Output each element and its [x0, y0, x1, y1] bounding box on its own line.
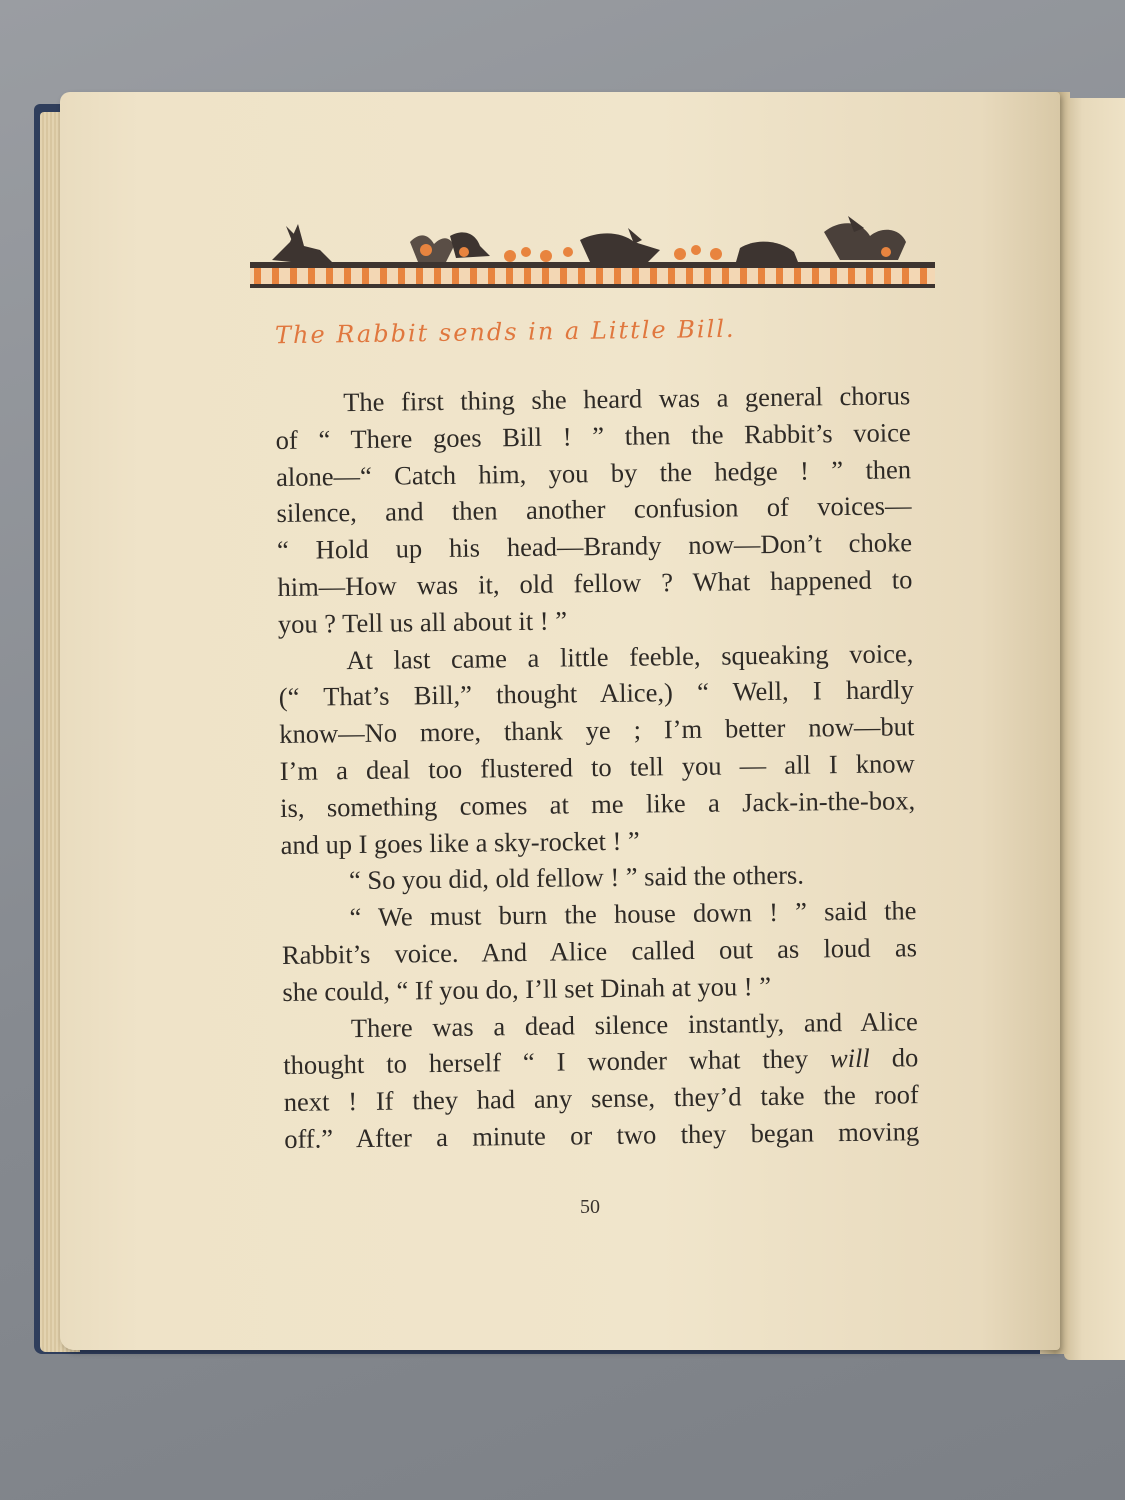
ornament-top-rule [250, 262, 935, 268]
ornament-bottom-rule [250, 284, 935, 288]
text-line: you ? Tell us all about it ! ” [277, 605, 568, 639]
text-line: There was a dead silence instantly, and Alice [350, 1005, 918, 1043]
text-line: know—No more, thank ye ; I’m better now—but [279, 711, 915, 750]
text-line: of “ There goes Bill ! ” then the Rabbit’s voice [275, 417, 911, 455]
text-line: At last came a little feeble, squeaking voice, [346, 637, 914, 675]
chapter-title: The Rabbit sends in a Little Bill. [274, 314, 736, 350]
text-line: next ! If they had any sense, they’d take the roof [283, 1079, 919, 1118]
ornamental-header-border [250, 206, 935, 292]
text-line: alone—“ Catch him, you by the hedge ! ” then [275, 453, 912, 492]
text-line: is, something comes at me like a Jack-in-the-box, [279, 784, 916, 823]
facing-page [1064, 98, 1125, 1360]
text-line: silence, and then another confusion of voices— [276, 490, 912, 529]
text-segment: thought to herself “ I wonder what they [283, 1043, 831, 1081]
text-line: she could, “ If you do, I’ll set Dinah at you ! ” [282, 970, 772, 1007]
text-line: off.” After a minute or two they began moving [284, 1116, 920, 1154]
text-segment: do [869, 1042, 919, 1074]
text-line: “ Hold up his head—Brandy now—Don’t choke [276, 527, 913, 566]
text-line: and up I goes like a sky-rocket ! ” [280, 825, 640, 860]
text-line: Rabbit’s voice. And Alice called out as loud as [281, 932, 918, 970]
text-line: The first thing she heard was a general chorus [343, 380, 911, 418]
italic-word: will [829, 1043, 870, 1074]
text-line: him—How was it, old fellow ? What happened to [277, 564, 913, 602]
ornament-creatures [272, 216, 906, 264]
text-line: I’m a deal too flustered to tell you — all I know [279, 748, 915, 786]
text-line: (“ That’s Bill,” thought Alice,) “ Well, I hardly [278, 674, 914, 713]
text-line: “ So you did, old fellow ! ” said the others. [348, 859, 805, 896]
ornament-checkered-band [250, 268, 935, 284]
body-text [275, 377, 919, 1157]
page-number: 50 [580, 1196, 600, 1218]
text-line: “ We must burn the house down ! ” said the [349, 895, 917, 933]
